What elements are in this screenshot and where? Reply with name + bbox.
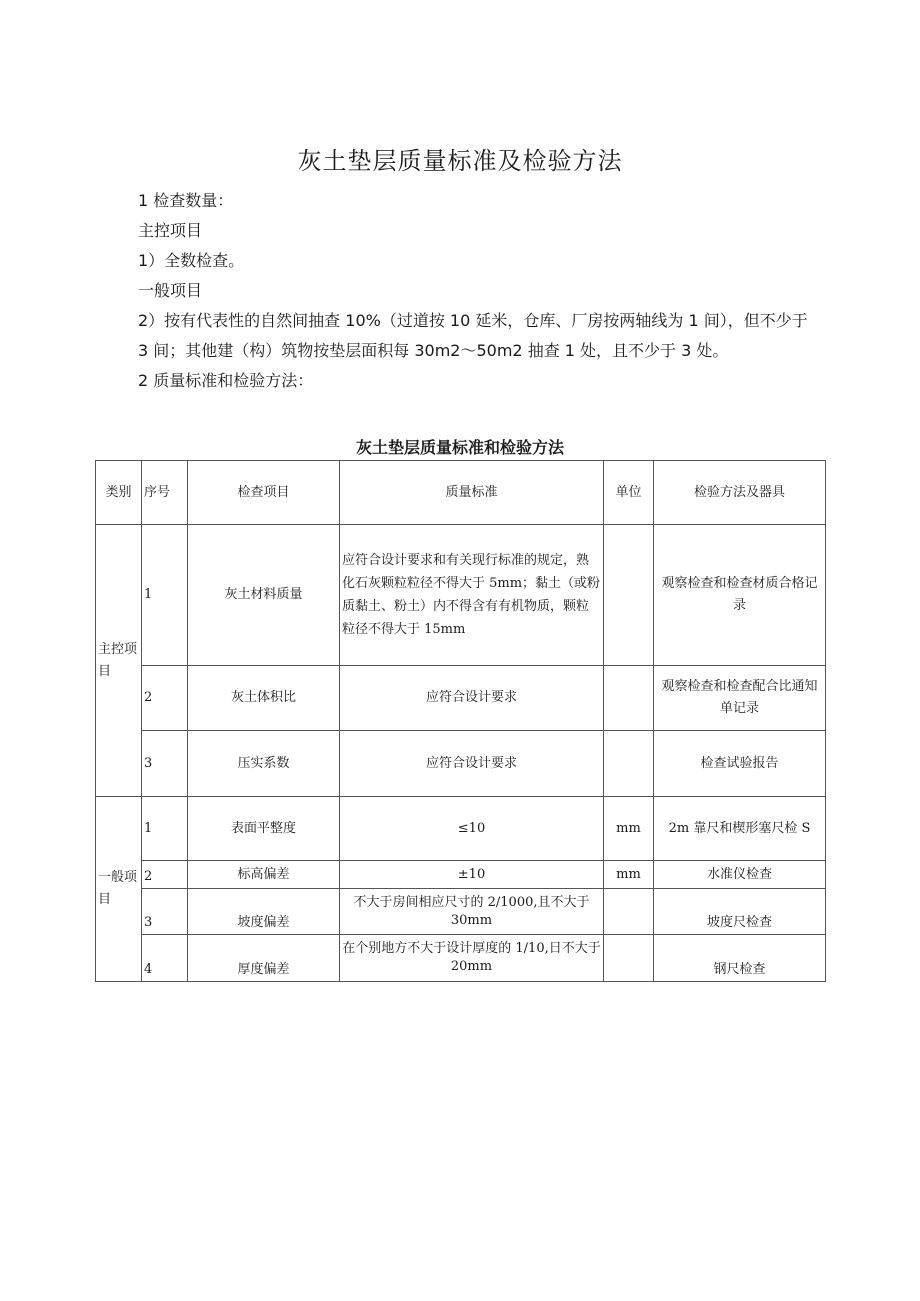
row-item: 坡度偏差 [188, 889, 340, 935]
header-method: 检验方法及器具 [654, 461, 826, 525]
row-standard: ≤10 [340, 797, 604, 861]
table-caption: 灰土垫层质量标准和检验方法 [355, 438, 564, 457]
paragraph-sampling-rule: 2）按有代表性的自然间抽查 10%（过道按 10 延米，仓库、厂房按两轴线为 1 间），但不少于 3 间；其他建（构）筑物按垫层面积每 30m2～50m2 抽查 1 处，且不少于 3 处。 [138, 311, 808, 360]
row-seq: 2 [142, 861, 188, 889]
row-seq: 3 [142, 889, 188, 935]
row-item: 压实系数 [188, 731, 340, 797]
table-row [96, 731, 826, 797]
row-unit: mm [604, 797, 654, 861]
row-method: 2m 靠尺和楔形塞尺检 S [654, 797, 826, 861]
row-unit: mm [604, 861, 654, 889]
paragraph-quality-standard-heading: 2 质量标准和检验方法： [138, 371, 314, 390]
row-unit [604, 666, 654, 731]
paragraph-inspection-quantity: 1 检查数量： [138, 191, 234, 210]
table-row [96, 797, 826, 861]
row-method: 钢尺检查 [654, 935, 826, 982]
row-item: 表面平整度 [188, 797, 340, 861]
row-seq: 4 [142, 935, 188, 982]
row-item: 标高偏差 [188, 861, 340, 889]
table-header-row [96, 461, 826, 525]
row-standard: 应符合设计要求 [340, 666, 604, 731]
row-unit [604, 935, 654, 982]
row-standard: 应符合设计要求和有关现行标准的规定，熟化石灰颗粒粒径不得大于 5mm；黏土（或粉质黏土、粉土）内不得含有有机物质，颗粒粒径不得大于 15mm [340, 525, 604, 666]
table-row [96, 861, 826, 889]
row-seq: 1 [142, 797, 188, 861]
paragraph-full-inspection: 1）全数检查。 [138, 251, 245, 270]
row-standard: 不大于房间相应尺寸的 2/1000,且不大于 30mm [340, 889, 604, 935]
header-standard: 质量标准 [340, 461, 604, 525]
row-unit [604, 889, 654, 935]
row-method: 水准仪检查 [654, 861, 826, 889]
category-main-items: 主控项目 [96, 525, 142, 797]
row-item: 厚度偏差 [188, 935, 340, 982]
row-unit [604, 525, 654, 666]
document-title: 灰土垫层质量标准及检验方法 [297, 147, 623, 175]
row-item: 灰土材料质量 [188, 525, 340, 666]
row-seq: 3 [142, 731, 188, 797]
row-method: 坡度尺检查 [654, 889, 826, 935]
table-row [96, 525, 826, 666]
paragraph-general-items: 一般项目 [138, 281, 203, 300]
row-standard: ±10 [340, 861, 604, 889]
category-general-items: 一般项目 [96, 797, 142, 982]
row-method: 观察检查和检查材质合格记录 [654, 525, 826, 666]
header-seq: 序号 [142, 461, 188, 525]
header-unit: 单位 [604, 461, 654, 525]
paragraph-main-items: 主控项目 [138, 221, 203, 240]
body-text [138, 186, 818, 396]
row-method: 观察检查和检查配合比通知单记录 [654, 666, 826, 731]
quality-standard-table [95, 460, 826, 982]
row-seq: 2 [142, 666, 188, 731]
table-row [96, 666, 826, 731]
row-standard: 应符合设计要求 [340, 731, 604, 797]
header-item: 检查项目 [188, 461, 340, 525]
table-row [96, 889, 826, 935]
table-row [96, 935, 826, 982]
row-standard: 在个别地方不大于设计厚度的 1/10,日不大于 20mm [340, 935, 604, 982]
header-category: 类别 [96, 461, 142, 525]
row-item: 灰土体积比 [188, 666, 340, 731]
row-seq: 1 [142, 525, 188, 666]
row-method: 检查试验报告 [654, 731, 826, 797]
row-unit [604, 731, 654, 797]
